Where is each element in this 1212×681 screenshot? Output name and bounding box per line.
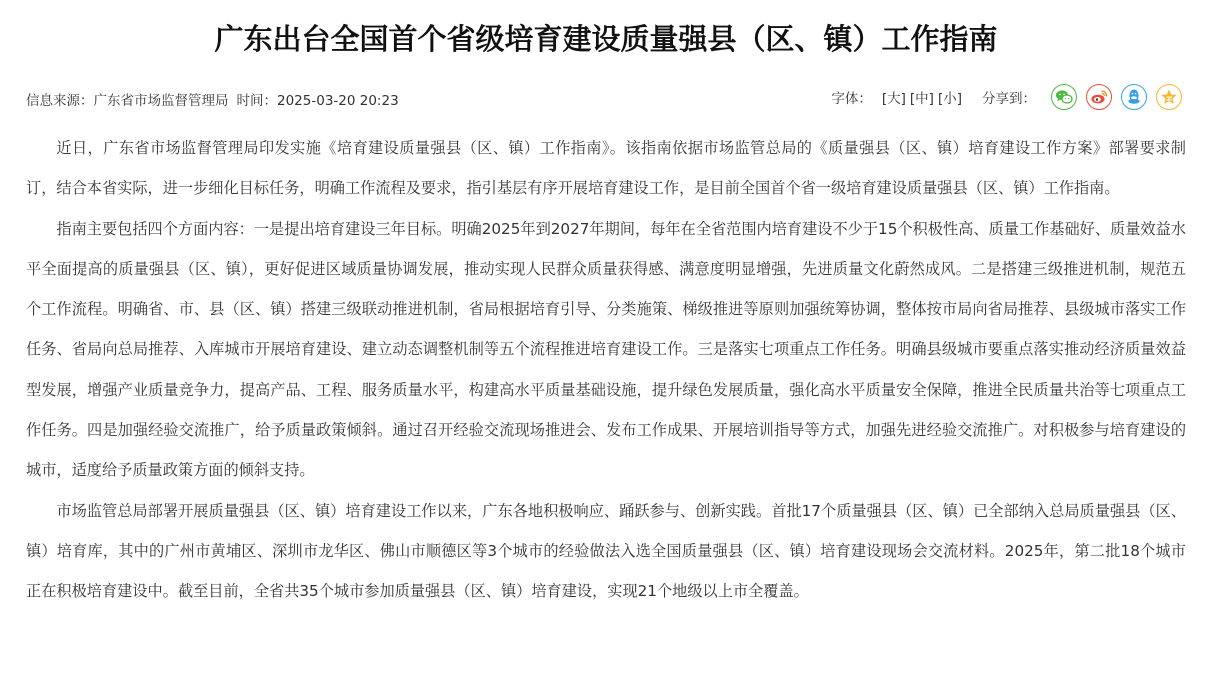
article-info [26,89,399,109]
weibo-icon[interactable] [1086,84,1112,110]
article-paragraph: 近日，广东省市场监督管理局印发实施《培育建设质量强县（区、镇）工作指南》。该指南依据市场监管总局的《质量强县（区、镇）培育建设工作方案》部署要求制订，结合本省实际，进一步细化目标任务，明确工作流程及要求，指引基层有序开展培育建设工作，是目前全国首个省一级培育建设质量强县（区、镇）工作指南。 [26,139,1186,198]
font-size-large-button[interactable]: [大] [881,91,906,107]
font-size-small-button[interactable]: [小] [937,91,962,107]
article-paragraph: 指南主要包括四个方面内容：一是提出培育建设三年目标。明确2025年到2027年期间，每年在全省范围内培育建设不少于15个积极性高、质量工作基础好、质量效益水平全面提高的质量强县（区、镇），更好促进区域质量协调发展，推动实现人民群众质量获得感、满意度明显增强，先进质量文化蔚然成风。二是搭建三级推进机制，规范五个工作流程。明确省、市、县（区、镇）搭建三级联动推进机制，省局根据培育引导、分类施策、梯级推进等原则加强统筹协调，整体按市局向省局推荐、县级城市落实工作任务、省局向总局推荐、入库城市开展培育建设、建立动态调整机制等五个流程推进培育建设工作。三是落实七项重点工作任务。明确县级城市要重点落实推动经济质量效益型发展，增强产业质量竞争力，提高产品、工程、服务质量水平，构建高水平质量基础设施，提升绿色发展质量，强化高水平质量安全保障，推进全民质量共治等七项重点工作任务。四是加强经验交流推广，给予质量政策倾斜。通过召开经验交流现场推进会、发布工作成果、开展培训指导等方式，加强先进经验交流推广。对积极参与培育建设的城市，适度给予质量政策方面的倾斜支持。 [26,219,1186,480]
font-size-label: 字体： [831,91,872,107]
font-size-medium-button[interactable]: [中] [909,91,934,107]
article-body [26,128,1186,612]
qzone-icon[interactable] [1156,84,1182,110]
source-value: 广东省市场监督管理局 [93,93,229,109]
article-title: 广东出台全国首个省级培育建设质量强县（区、镇）工作指南 [214,22,998,56]
article-meta-bar [26,82,1186,112]
qq-icon[interactable] [1121,84,1147,110]
article-tools [831,82,1182,112]
time-value: 2025-03-20 20:23 [277,93,399,109]
share-label: 分享到： [982,91,1036,107]
wechat-icon[interactable] [1051,84,1077,110]
article-paragraph: 市场监管总局部署开展质量强县（区、镇）培育建设工作以来，广东各地积极响应、踊跃参与、创新实践。首批17个质量强县（区、镇）已全部纳入总局质量强县（区、镇）培育库，其中的广州市黄埔区、深圳市龙华区、佛山市顺德区等3个城市的经验做法入选全国质量强县（区、镇）培育建设现场会交流材料。2025年，第二批18个城市正在积极培育建设中。截至目前，全省共35个城市参加质量强县（区、镇）培育建设，实现21个地级以上市全覆盖。 [26,501,1186,601]
source-label: 信息来源： [26,93,94,109]
time-label: 时间： [236,93,277,109]
